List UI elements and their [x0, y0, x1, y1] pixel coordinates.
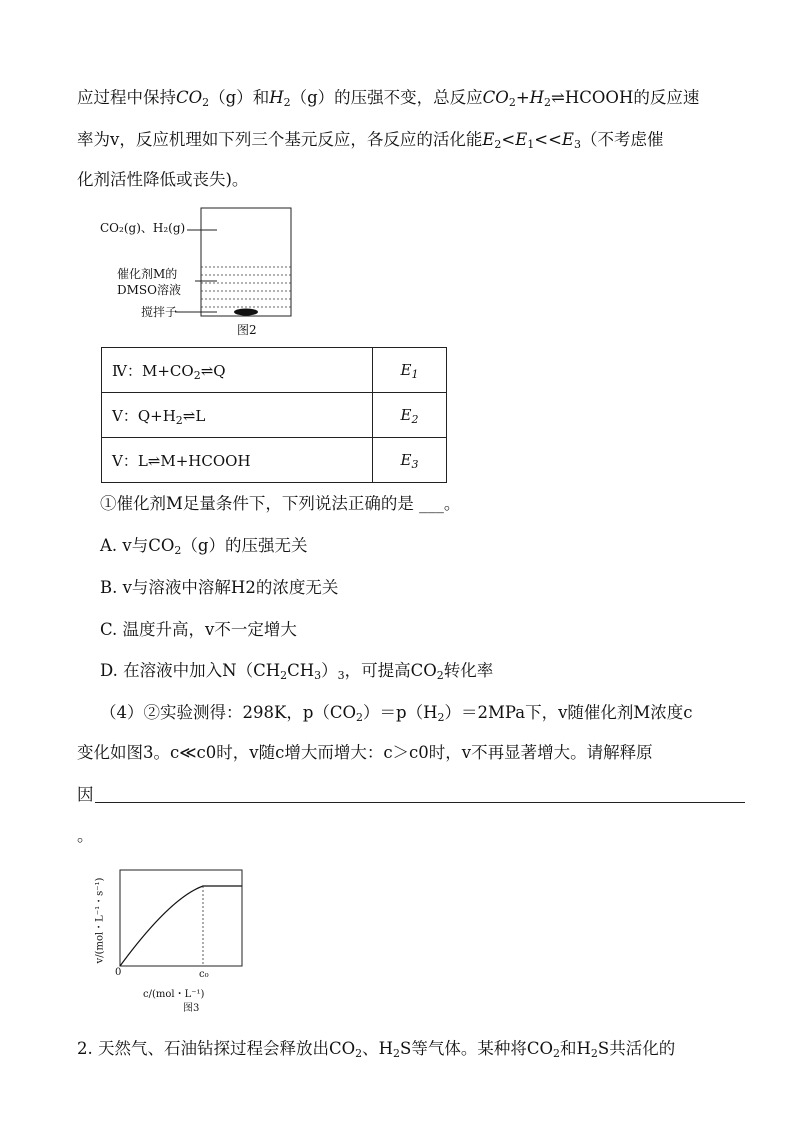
text: 率为v，反应机理如下列三个基元反应，各反应的活化能 [77, 130, 483, 149]
activation-energy: E [400, 451, 412, 469]
q2-line-1: （4）②实验测得：298K，$p(CO_2)=p(H_2)=2MPa$下，v随催化剂M浓度c [100, 703, 693, 724]
formula-h2: H [269, 88, 284, 107]
option-c: C. 温度升高，v不一定增大 [100, 620, 297, 639]
y-axis-label: v/(mol・L⁻¹・s⁻¹) [94, 877, 106, 964]
para-line-1: 应过程中保持$CO_2(g)$和$H_2(g)$的压强不变，总反应$CO_2+H_2\rightleftharpoons HCOOH$的反应速 [77, 88, 700, 109]
figure-2 [95, 205, 305, 340]
activation-energy: E [400, 406, 412, 424]
answer-line[interactable] [95, 802, 745, 803]
activation-energy: E [400, 361, 412, 379]
text: （不考虑催 [580, 130, 664, 149]
q2-line-2: 变化如图3。c≪c0时，v随c增大而增大：c＞c0时，v不再显著增大。请解释原 [77, 743, 653, 762]
text: 应过程中保持 [77, 88, 176, 107]
x-axis-label: c/(mol・L⁻¹) [143, 989, 205, 1000]
para-line-3: 化剂活性降低或丧失)。 [77, 170, 249, 189]
question-stem: ①催化剂M足量条件下，下列说法正确的是 ___。 [100, 494, 461, 513]
reaction-step: Ⅴ：L⇌M+HCOOH [112, 451, 251, 470]
table-row: Ⅳ：$M+CO_2\rightleftharpoons Q$ $E_1$ [102, 348, 447, 393]
solution-label: DMSO溶液 [117, 283, 181, 297]
figure-3 [95, 868, 245, 1013]
option-a: A. v与$CO_2(g)$的压强无关 [100, 536, 308, 557]
gas-label: CO₂(g)、H₂(g) [100, 221, 186, 235]
origin-label: 0 [115, 967, 122, 978]
stirrer-label: 搅拌子 [141, 305, 178, 319]
q2-line-3: 因 [77, 785, 94, 804]
formula-co2: CO [176, 88, 203, 107]
rate-curve [120, 886, 242, 966]
option-b: B. v与溶液中溶解H2的浓度无关 [100, 578, 339, 597]
table-row: Ⅴ：$Q+H_2\rightleftharpoons L$ $E_2$ [102, 393, 447, 438]
c0-label: c₀ [199, 969, 209, 980]
option-d: D. 在溶液中加入$N(CH_2CH_3)_3$，可提高$CO_2$转化率 [100, 661, 494, 682]
q2-line-4: 。 [77, 826, 94, 845]
text: （g）和 [209, 88, 270, 107]
text: （g）的压强不变，总反应 [290, 88, 483, 107]
para-line-2: 率为v，反应机理如下列三个基元反应，各反应的活化能$E_2<E_1<<E_3$（不考虑催 [77, 130, 664, 151]
reaction-step: Ⅴ：Q+H [112, 406, 176, 425]
text: ⇌HCOOH的反应速 [551, 88, 700, 107]
catalyst-label: 催化剂M的 [117, 267, 178, 281]
q3-line-1: 2. 天然气、石油钻探过程会释放出$CO_2$、$H_2S$等气体。某种将$CO_2$和$H_2S$共活化的 [77, 1039, 676, 1060]
table-row: Ⅴ：L⇌M+HCOOH $E_3$ [102, 438, 447, 483]
reaction-table [101, 347, 447, 483]
figure-caption: 图2 [237, 323, 257, 337]
figure-caption: 图3 [183, 1003, 200, 1014]
reaction-step: Ⅳ：M+CO [112, 361, 194, 380]
stir-bar [234, 309, 258, 316]
